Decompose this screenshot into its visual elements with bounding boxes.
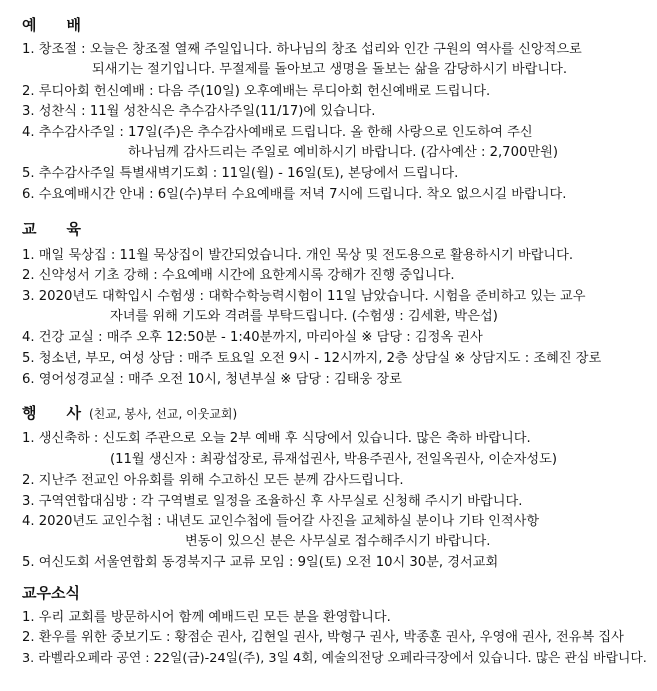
education-item-1: 1. 매일 묵상집 : 11월 묵상집이 발간되었습니다. 개인 묵상 및 전도용으로 활용하시기 바랍니다. (22, 248, 574, 263)
section-heading-education (22, 218, 111, 239)
education-item-2: 2. 신약성서 기초 강해 : 수요예배 시간에 요한계시록 강해가 진행 중입니다. (22, 268, 455, 283)
worship-item-3: 3. 성찬식 : 11월 성찬식은 추수감사주일(11/17)에 있습니다. (22, 104, 376, 119)
events-item-4: 4. 2020년도 교인수첩 : 내년도 교인수첩에 들어갈 사진을 교체하실 분이나 기타 인적사항 (22, 514, 540, 529)
events-item-1: 1. 생신축하 : 신도회 주관으로 오늘 2부 예배 후 식당에서 있습니다. 많은 축하 바랍니다. (22, 431, 531, 446)
section-note: (친교, 봉사, 선교, 이웃교회) (88, 407, 238, 421)
section-heading-worship (22, 14, 111, 35)
education-item-5: 5. 청소년, 부모, 여성 상담 : 매주 토요일 오전 9시 - 12시까지, 2층 상담실 ※ 상담지도 : 조혜진 장로 (22, 351, 602, 366)
worship-item-1: 1. 창조절 : 오늘은 창조절 열째 주일입니다. 하나님의 창조 섭리와 인간 구원의 역사를 신앙적으로 (22, 42, 582, 57)
worship-item-4-cont: 하나님께 감사드리는 주일로 예비하시기 바랍니다. (감사예산 : 2,700만원) (128, 145, 558, 160)
education-item-3-cont: 자녀를 위해 기도와 격려를 부탁드립니다. (수험생 : 김세환, 박은섭) (110, 309, 498, 324)
education-item-4: 4. 건강 교실 : 매주 오후 12:50분 - 1:40분까지, 마리아실 ※ 담당 : 김정옥 권사 (22, 330, 483, 345)
education-item-3: 3. 2020년도 대학입시 수험생 : 대학수학능력시험이 11일 남았습니다. 시험을 준비하고 있는 교우 (22, 289, 586, 304)
section-heading-events (22, 402, 237, 423)
members-item-2: 2. 환우를 위한 중보기도 : 황점순 권사, 김현일 권사, 박형구 권사, 박종훈 권사, 우영애 권사, 전유복 집사 (22, 630, 624, 645)
education-item-6: 6. 영어성경교실 : 매주 오전 10시, 청년부실 ※ 담당 : 김태웅 장로 (22, 372, 402, 387)
events-item-2: 2. 지난주 전교인 아유회를 위해 수고하신 모든 분께 감사드립니다. (22, 473, 404, 488)
worship-item-2: 2. 루디아회 헌신예배 : 다음 주(10일) 오후예배는 루디아회 헌신예배로 드립니다. (22, 84, 491, 99)
worship-item-6: 6. 수요예배시간 안내 : 6일(수)부터 수요예배를 저녁 7시에 드립니다. 착오 없으시길 바랍니다. (22, 187, 567, 202)
events-item-4-cont: 변동이 있으신 분은 사무실로 접수해주시기 바랍니다. (185, 534, 491, 549)
events-item-5: 5. 여신도회 서울연합회 동경북지구 교류 모임 : 9일(토) 오전 10시 30분, 경서교회 (22, 555, 499, 570)
section-title: 예배 (22, 16, 111, 34)
section-title: 교우소식 (22, 584, 80, 602)
section-title: 교육 (22, 220, 111, 238)
section-title: 행사 (22, 404, 111, 422)
events-item-3: 3. 구역연합대심방 : 각 구역별로 일정을 조율하신 후 사무실로 신청해 주시기 바랍니다. (22, 494, 523, 509)
members-item-3: 3. 라벨라오페라 공연 : 22일(금)-24일(주), 3일 4회, 예술의전당 오페라극장에서 있습니다. 많은 관심 바랍니다. (22, 651, 647, 666)
section-heading-members (22, 582, 80, 603)
events-item-1-cont: (11월 생신자 : 최광섭장로, 류재섭권사, 박용주권사, 전일옥권사, 이순자성도) (110, 452, 558, 467)
worship-item-1-cont: 되새기는 절기입니다. 무절제를 돌아보고 생명을 돌보는 삶을 감당하시기 바랍니다. (92, 62, 568, 77)
worship-item-4: 4. 추수감사주일 : 17일(주)은 추수감사예배로 드립니다. 올 한해 사랑으로 인도하여 주신 (22, 125, 533, 140)
members-item-1: 1. 우리 교회를 방문하시어 함께 예배드린 모든 분을 환영합니다. (22, 610, 391, 625)
worship-item-5: 5. 추수감사주일 특별새벽기도회 : 11일(월) - 16일(토), 본당에서 드립니다. (22, 166, 459, 181)
